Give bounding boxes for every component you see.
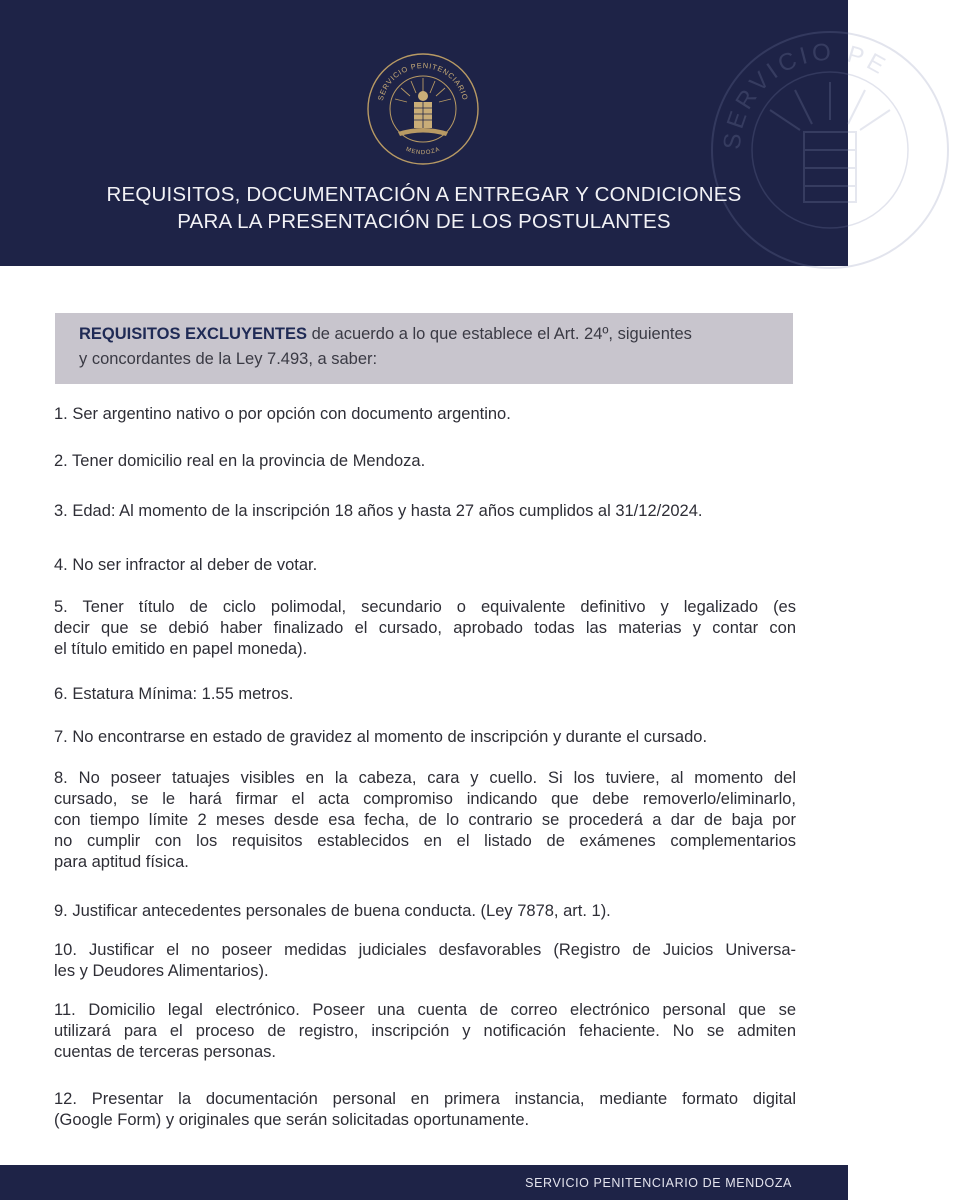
watermark-seal-icon [700,20,960,280]
requirement-line: (Google Form) y originales que serán solicitadas oportunamente. [54,1111,530,1129]
requirement-item [54,1089,796,1131]
requirement-line: 4. No ser infractor al deber de votar. [54,556,318,574]
requirement-line: 9. Justificar antecedentes personales de buena conducta. (Ley 7878, art. 1). [54,902,611,920]
requirement-item [54,684,796,705]
requirement-line: decir que se debió haber finalizado el cursado, aprobado todas las materias y contar con [54,619,796,637]
watermark-text: SERVICIO PE [718,38,893,151]
requirements-intro-box [55,313,793,384]
requirement-item [54,768,796,873]
requirement-item [54,901,796,922]
requirement-line: 7. No encontrarse en estado de gravidez al momento de inscripción y durante el cursado. [54,728,708,746]
requirement-line: cuentas de terceras personas. [54,1043,276,1061]
requirement-line: 12. Presentar la documentación personal en primera instancia, mediante formato digital [54,1090,796,1108]
requirement-item [54,451,796,472]
svg-text:SERVICIO PE [719,38,893,150]
header-banner [0,0,893,266]
requirement-item [54,501,796,522]
requirement-line: 1. Ser argentino nativo o por opción con documento argentino. [54,405,511,423]
requirement-line: 8. No poseer tatuajes visibles en la cabeza, cara y cuello. Si los tuviere, al momento del [54,769,796,787]
requirement-item [54,404,796,425]
intro-line-1 [79,322,769,347]
requirement-item [54,727,796,748]
requirement-line: 5. Tener título de ciclo polimodal, secundario o equivalente definitivo y legalizado (es [54,598,796,616]
seal-text-top: SERVICIO PENITENCIARIO [375,60,471,102]
svg-text:MENDOZA [405,147,441,157]
title-line-1: REQUISITOS, DOCUMENTACIÓN A ENTREGAR Y CONDICIONES [106,183,742,206]
requirement-line: utilizará para el proceso de registro, inscripción y notificación fehaciente. No se admiten [54,1022,796,1040]
intro-line-1-rest: de acuerdo a lo que establece el Art. 24º, siguientes [311,325,692,343]
requirement-line: con tiempo límite 2 meses desde esa fecha, de lo contrario se procederá a dar de baja por [54,811,796,829]
seal-text-bottom: MENDOZA [404,146,442,157]
requirement-line: cursado, se le hará firmar el acta compromiso indicando que debe removerlo/eliminarlo, [54,790,796,808]
requirement-line: 11. Domicilio legal electrónico. Poseer una cuenta de correo electrónico personal que se [54,1001,796,1019]
intro-bold-heading: REQUISITOS EXCLUYENTES [79,325,307,343]
requirement-line: el título emitido en papel moneda). [54,640,308,658]
requirement-line: no cumplir con los requisitos establecidos en el listado de exámenes complementarios [54,832,796,850]
requirement-item [54,1000,796,1063]
requirement-line: para aptitud física. [54,853,189,871]
page-title [0,181,848,235]
requirement-item [54,940,796,982]
requirement-line: 2. Tener domicilio real en la provincia de Mendoza. [54,452,426,470]
requirement-line: 6. Estatura Mínima: 1.55 metros. [54,685,294,703]
penitentiary-seal-icon [366,52,480,166]
requirement-line: les y Deudores Alimentarios). [54,962,269,980]
requirement-line: 3. Edad: Al momento de la inscripción 18 años y hasta 27 años cumplidos al 31/12/2024. [54,502,703,520]
title-line-2: PARA LA PRESENTACIÓN DE LOS POSTULANTES [177,210,671,233]
requirement-item [54,555,796,576]
requirement-line: 10. Justificar el no poseer medidas judiciales desfavorables (Registro de Juicios Universa- [54,941,796,959]
footer-bar [0,1165,848,1200]
footer-text: SERVICIO PENITENCIARIO DE MENDOZA [525,1176,792,1190]
intro-line-2: y concordantes de la Ley 7.493, a saber: [79,350,378,368]
requirement-item [54,597,796,660]
